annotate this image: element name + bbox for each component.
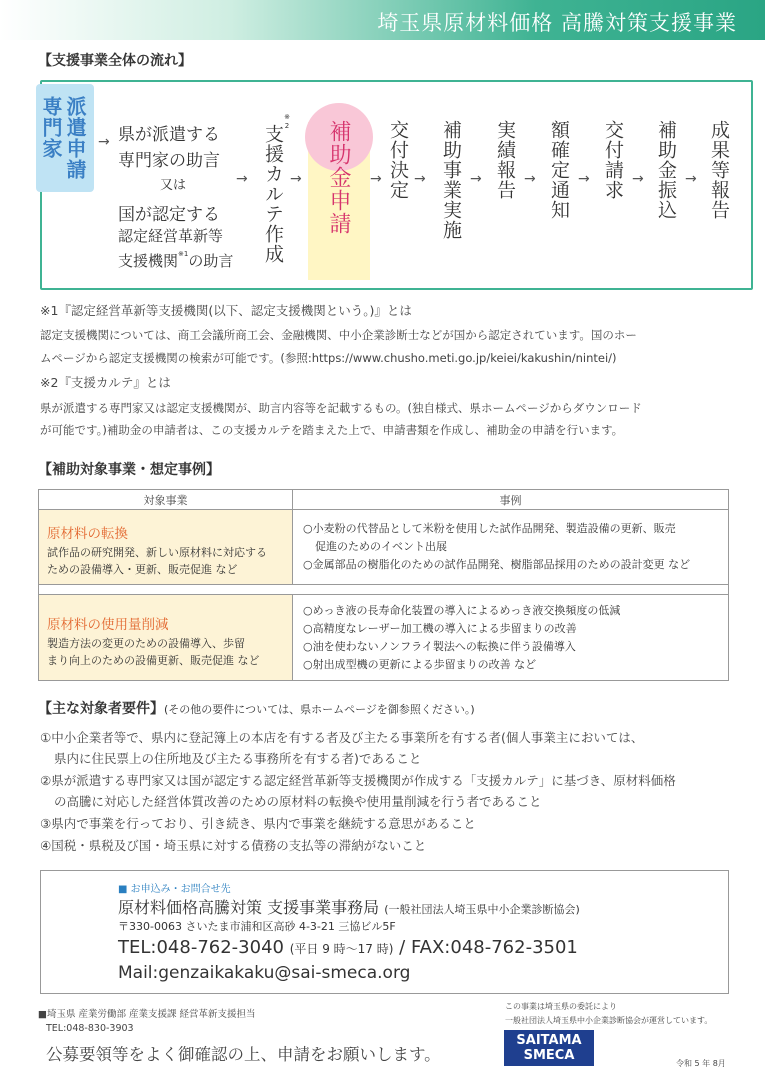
flow-arrow: → [685, 171, 697, 187]
flow-step-claim: 交付請求 [602, 120, 624, 200]
flow-arrow: → [632, 171, 644, 187]
col-header-target: 対象事業 [39, 490, 293, 510]
note2-line2: が可能です。)補助金の申請者は、この支援カルテを踏まえた上で、申請書類を作成し、補助金の申請を行います。 [40, 423, 624, 437]
flow-step-karte: 支援カルテ作成 [262, 124, 284, 264]
note1-line2: ムページから認定支援機関の検索が可能です。(参照:https://www.chusho.meti.go.jp/keiei/kakushin/nintei/) [40, 351, 617, 365]
advice-or: 又は [160, 178, 187, 193]
example-item: ○高精度なレーザー加工機の導入による歩留まりの改善 [303, 621, 577, 635]
contact-address: 〒330-0063 さいたま市浦和区高砂 4-3-21 三協ビル5F [118, 920, 396, 933]
flow-section-title: 【支援事業全体の流れ】 [38, 53, 192, 69]
table-row [39, 510, 729, 585]
contact-office: 原材料価格高騰対策 支援事業事務局 (一般社団法人埼玉県中小企業診断協会) [118, 898, 580, 917]
contact-phone: TEL:048-762-3040 (平日 9 時〜17 時) / FAX:048-762-3501 [118, 937, 578, 958]
tel-number[interactable]: TEL:048-762-3040 [118, 937, 284, 958]
footer-commission-1: この事業は埼玉県の委託により [505, 1002, 617, 1011]
example-item: ○金属部品の樹脂化のための試作品開発、樹脂部品採用のための設計変更 など [303, 558, 691, 571]
projects-section-title: 【補助対象事業・想定事例】 [38, 462, 220, 478]
contact-label: ■ お申込み・お問合せ先 [118, 884, 231, 895]
dispatch-label-1: 派遣申請 [63, 96, 87, 180]
advice-line-2: 専門家の助言 [118, 151, 220, 171]
karte-note-mark: ※2 [283, 113, 291, 131]
row-desc: ための設備導入・更新、販売促進 など [47, 563, 238, 576]
flow-step-confirm: 額確定通知 [548, 120, 570, 220]
footer-dept: ■埼玉県 産業労働部 産業支援課 経営革新支援担当 [38, 1009, 256, 1020]
example-item: ○めっき液の長寿命化装置の導入によるめっき液交換頻度の低減 [303, 603, 621, 617]
flow-arrow: → [470, 171, 482, 187]
contact-mail[interactable]: Mail:genzaikakaku@sai-smeca.org [118, 963, 411, 983]
flow-step-implementation: 補助事業実施 [440, 120, 462, 240]
flow-arrow: → [578, 171, 590, 187]
example-item: ○油を使わないノンフライ製法への転換に伴う設備導入 [303, 639, 576, 653]
example-item: ○射出成型機の更新による歩留まりの改善 など [303, 657, 537, 671]
row-title: 原材料の転換 [47, 526, 128, 542]
row-desc: 試作品の研究開発、新しい原材料に対応する [47, 546, 267, 559]
advice-line-5: 支援機関$^{※1}$の助言 [118, 250, 234, 270]
row-desc: 製造方法の変更のための設備導入、歩留 [47, 636, 245, 650]
advice-line-4: 認定経営革新等 [118, 227, 224, 245]
example-item: ○小麦粉の代替品として米粉を使用した試作品開発、製造設備の更新、販売 [303, 522, 676, 535]
note2-line1: 県が派遣する専門家又は認定支援機関が、助言内容等を記載するもの。(独自様式、県ホームページからダウンロード [40, 401, 642, 415]
flow-arrow: → [290, 171, 302, 187]
example-item: 促進のためのイベント出展 [315, 540, 447, 553]
flow-arrow: → [414, 171, 426, 187]
requirement-2a: ②県が派遣する専門家又は国が認定する認定経営革新等支援機関が作成する「支援カルテ」に基づき、原材料価格 [40, 773, 676, 788]
flow-arrow: → [370, 171, 382, 187]
flow-arrow: → [98, 134, 110, 150]
requirements-section-title: 【主な対象者要件】(その他の要件については、県ホームページを御参照ください。) [38, 701, 475, 717]
requirement-2b: の高騰に対応した経営体質改善のための原材料の転換や使用量削減を行う者であること [54, 794, 542, 809]
footer-commission-2: 一般社団法人埼玉県中小企業診断協会が運営しています。 [505, 1016, 713, 1025]
fax-number: / FAX:048-762-3501 [399, 937, 578, 958]
dispatch-label-2: 専門家 [39, 96, 63, 159]
advice-line-3: 国が認定する [118, 205, 220, 225]
requirement-3: ③県内で事業を行っており、引き続き、県内で事業を継続する意思があること [40, 816, 476, 831]
flow-step-report: 実績報告 [494, 120, 516, 200]
requirement-1b: 県内に住民票上の住所地及び主たる事務所を有する者)であること [54, 751, 422, 766]
row-title: 原材料の使用量削減 [47, 616, 169, 633]
row-spacer [39, 585, 729, 595]
row-desc: まり向上のための設備更新、販売促進 など [47, 653, 260, 667]
note1-line1: 認定支援機関については、商工会議所商工会、金融機関、中小企業診断士などが国から認定されています。国のホー [40, 328, 637, 342]
header-banner [0, 0, 765, 40]
flow-step-decision: 交付決定 [387, 120, 409, 200]
projects-table [38, 489, 729, 681]
flow-arrow: → [236, 171, 248, 187]
flow-step-transfer: 補助金振込 [655, 120, 677, 220]
note1-title: ※1『認定経営革新等支援機関(以下、認定支援機関という。)』とは [40, 303, 412, 318]
saitama-smeca-logo: SAITAMA SMECA [504, 1030, 594, 1066]
flow-arrow: → [524, 171, 536, 187]
footer-tel: TEL:048-830-3903 [46, 1023, 134, 1034]
flow-step-results: 成果等報告 [708, 120, 730, 220]
advice-line-1: 県が派遣する [118, 125, 220, 145]
requirement-4: ④国税・県税及び国・埼玉県に対する債務の支払等の滞納がないこと [40, 838, 427, 853]
requirement-1a: ①中小企業者等で、県内に登記簿上の本店を有する者及び主たる事業所を有する者(個人事業主においては、 [40, 730, 644, 745]
note2-title: ※2『支援カルテ』とは [40, 375, 171, 390]
table-row [39, 595, 729, 681]
footer-date: 令和 5 年 8月 [676, 1059, 726, 1068]
footer-message: 公募要領等をよく御確認の上、申請をお願いします。 [46, 1045, 441, 1064]
flow-step-apply: 補助金申請 [326, 120, 351, 235]
page-title: 埼玉県原材料価格 高騰対策支援事業 [377, 11, 737, 35]
col-header-examples: 事例 [293, 490, 729, 510]
